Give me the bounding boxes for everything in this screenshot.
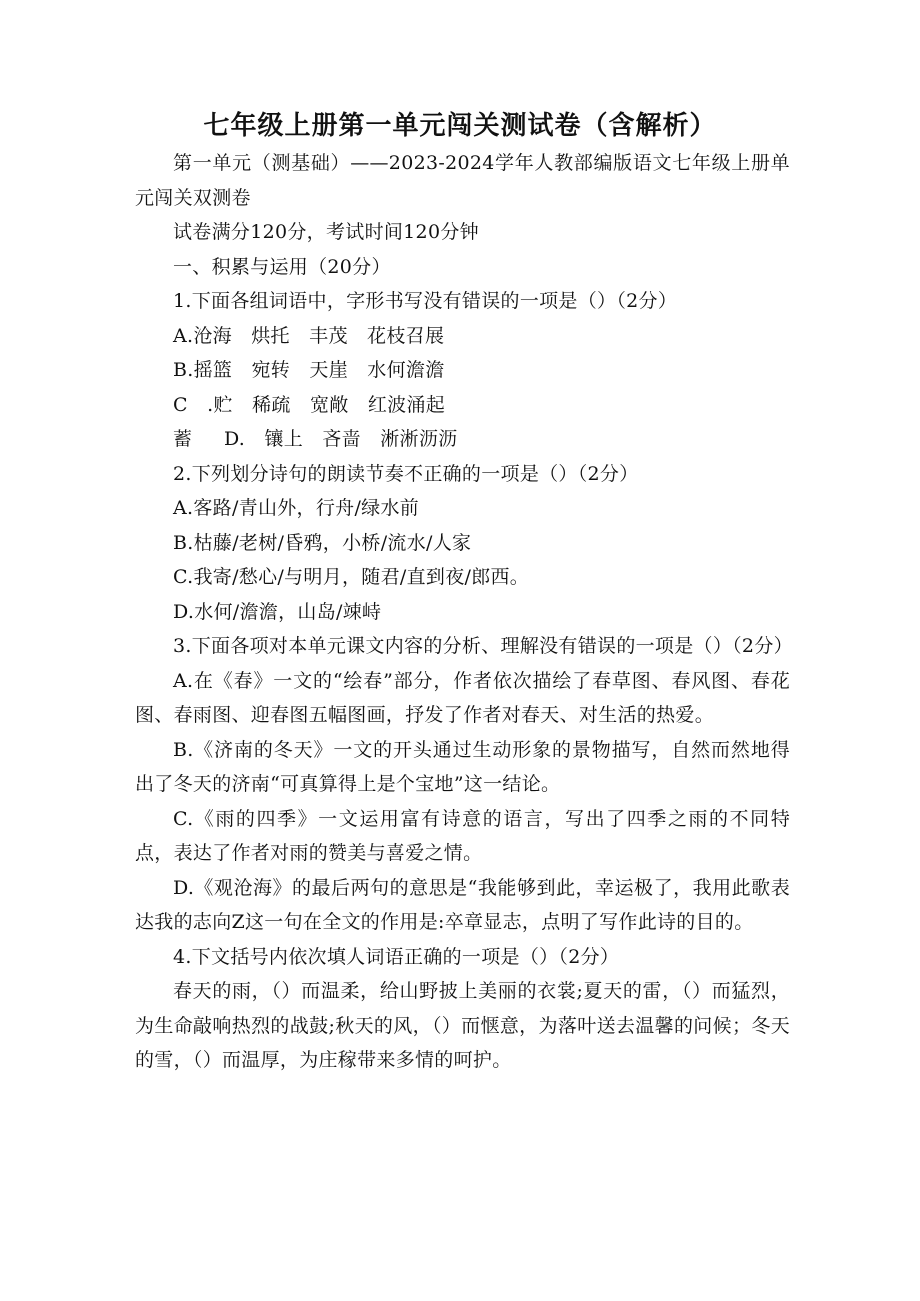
question-2-option-a: A.客路/青山外，行舟/绿水前 xyxy=(173,497,420,519)
section-heading: 一、积累与运用（20分） xyxy=(173,255,391,278)
question-3-stem: 3.下面各项对本单元课文内容的分析、理解没有错误的一项是（）（2分） xyxy=(173,635,793,657)
exam-info: 试卷满分120分，考试时间120分钟 xyxy=(173,221,479,243)
question-4-passage: 春天的雨，（）而温柔，给山野披上美丽的衣裳;夏天的雷，（）而猛烈，为生命敲响热烈的战鼓;秋天的风，（）而惬意，为落叶送去温馨的问候；冬天的雪，（）而温厚，为庄稼带来多情的呵护。 xyxy=(135,980,790,1071)
question-2-option-d: D.水何/澹澹，山岛/竦峙 xyxy=(173,600,382,623)
question-3-option-d: D.《观沧海》的最后两句的意思是“我能够到此，幸运极了，我用此歌表达我的志向Z这一句在全文的作用是:卒章显志，点明了写作此诗的目的。 xyxy=(135,876,790,933)
question-2-stem: 2.下列划分诗句的朗读节奏不正确的一项是（）（2分） xyxy=(173,462,639,485)
question-1-option-d: 蓄 D. 镶上 吝啬 淅淅沥沥 xyxy=(173,428,458,450)
document-body xyxy=(135,146,793,1078)
question-2-option-b: B.枯藤/老树/昏鸦，小桥/流水/人家 xyxy=(173,531,472,554)
question-2-option-c: C.我寄/愁心/与明月，随君/直到夜/郎西。 xyxy=(173,566,530,588)
document-title: 七年级上册第一单元闯关测试卷（含解析） xyxy=(203,111,717,141)
question-1-option-a: A.沧海 烘托 丰茂 花枝召展 xyxy=(173,324,445,347)
question-1-option-c: C .贮 稀疏 宽敞 红波涌起 xyxy=(173,393,446,416)
question-4-stem: 4.下文括号内依次填人词语正确的一项是（）（2分） xyxy=(173,945,620,968)
question-3-option-a: A.在《春》一文的“绘春”部分，作者依次描绘了春草图、春风图、春花图、春雨图、迎春图五幅图画，抒发了作者对春天、对生活的热爱。 xyxy=(135,669,790,726)
document-subtitle: 第一单元（测基础）——2023-2024学年人教部编版语文七年级上册单元闯关双测卷 xyxy=(135,152,790,209)
question-1-stem: 1.下面各组词语中，字形书写没有错误的一项是（）（2分） xyxy=(173,290,678,312)
question-3-option-b: B.《济南的冬天》一文的开头通过生动形象的景物描写，自然而然地得出了冬天的济南“可真算得上是个宝地”这一结论。 xyxy=(135,738,790,795)
question-3-option-c: C.《雨的四季》一文运用富有诗意的语言，写出了四季之雨的不同特点，表达了作者对雨的赞美与喜爱之情。 xyxy=(135,807,790,864)
question-1-option-b: B.摇篮 宛转 天崖 水何澹澹 xyxy=(173,359,445,381)
